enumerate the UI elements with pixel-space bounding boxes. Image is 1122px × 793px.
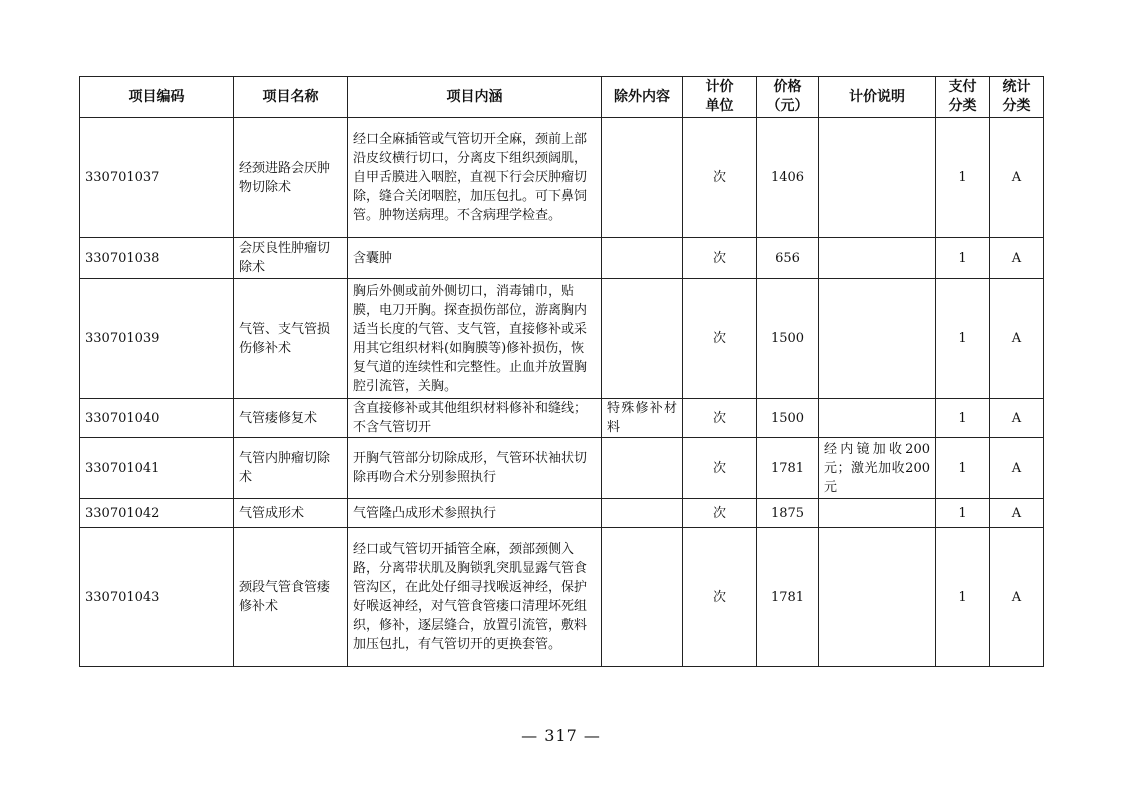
cell-payment: 1 [936,238,990,279]
header-row [80,77,1044,118]
cell-content: 胸后外侧或前外侧切口，消毒铺巾，贴膜，电刀开胸。探查损伤部位，游离胸内适当长度的气管、支气管，直接修补或采用其它组织材料(如胸膜等)修补损伤，恢复气道的连续性和完整性。止血并放置胸腔引流管，关胸。 [348,279,602,399]
cell-content: 气管隆凸成形术参照执行 [348,499,602,528]
cell-name: 气管内肿瘤切除术 [234,438,348,499]
cell-unit: 次 [683,499,757,528]
cell-code: 330701041 [80,438,234,499]
cell-statistics: A [990,118,1044,238]
table-row [80,238,1044,279]
header-statistics: 统计 分类 [990,77,1044,118]
cell-code: 330701043 [80,528,234,667]
cell-note [819,499,936,528]
cell-statistics: A [990,528,1044,667]
cell-excluded: 特殊修补材料 [602,399,683,438]
header-note: 计价说明 [819,77,936,118]
cell-unit: 次 [683,118,757,238]
cell-note [819,238,936,279]
cell-payment: 1 [936,399,990,438]
header-content: 项目内涵 [348,77,602,118]
header-name: 项目名称 [234,77,348,118]
cell-statistics: A [990,238,1044,279]
cell-code: 330701039 [80,279,234,399]
cell-price: 1781 [757,438,819,499]
cell-excluded [602,438,683,499]
cell-unit: 次 [683,528,757,667]
cell-statistics: A [990,279,1044,399]
cell-payment: 1 [936,438,990,499]
cell-statistics: A [990,499,1044,528]
cell-excluded [602,499,683,528]
header-unit: 计价 单位 [683,77,757,118]
price-table [79,76,1044,667]
table-row [80,499,1044,528]
cell-statistics: A [990,438,1044,499]
cell-code: 330701042 [80,499,234,528]
header-code: 项目编码 [80,77,234,118]
cell-name: 经颈进路会厌肿物切除术 [234,118,348,238]
header-excluded: 除外内容 [602,77,683,118]
cell-code: 330701040 [80,399,234,438]
cell-note [819,528,936,667]
cell-payment: 1 [936,118,990,238]
cell-unit: 次 [683,279,757,399]
cell-note [819,118,936,238]
cell-name: 颈段气管食管瘘修补术 [234,528,348,667]
cell-payment: 1 [936,499,990,528]
cell-content: 含囊肿 [348,238,602,279]
cell-code: 330701038 [80,238,234,279]
table-row [80,528,1044,667]
cell-note [819,279,936,399]
cell-name: 会厌良性肿瘤切除术 [234,238,348,279]
cell-code: 330701037 [80,118,234,238]
cell-name: 气管瘘修复术 [234,399,348,438]
cell-price: 656 [757,238,819,279]
cell-name: 气管、支气管损伤修补术 [234,279,348,399]
cell-unit: 次 [683,399,757,438]
header-payment: 支付 分类 [936,77,990,118]
table-row [80,438,1044,499]
table-row [80,279,1044,399]
cell-unit: 次 [683,438,757,499]
cell-excluded [602,238,683,279]
cell-note [819,399,936,438]
cell-note: 经内镜加收200元；激光加收200元 [819,438,936,499]
cell-content: 经口全麻插管或气管切开全麻，颈前上部沿皮纹横行切口，分离皮下组织颈阔肌，自甲舌膜进入咽腔，直视下行会厌肿瘤切除，缝合关闭咽腔，加压包扎。可下鼻饲管。肿物送病理。不含病理学检查。 [348,118,602,238]
cell-excluded [602,528,683,667]
cell-content: 开胸气管部分切除成形，气管环状袖状切除再吻合术分别参照执行 [348,438,602,499]
cell-price: 1781 [757,528,819,667]
cell-name: 气管成形术 [234,499,348,528]
cell-content: 含直接修补或其他组织材料修补和缝线；不含气管切开 [348,399,602,438]
cell-content: 经口或气管切开插管全麻，颈部颈侧入路，分离带状肌及胸锁乳突肌显露气管食管沟区，在此处仔细寻找喉返神经，保护好喉返神经，对气管食管瘘口清理坏死组织，修补，逐层缝合，放置引流管，敷料加压包扎，有气管切开的更换套管。 [348,528,602,667]
cell-excluded [602,118,683,238]
cell-price: 1875 [757,499,819,528]
cell-statistics: A [990,399,1044,438]
cell-price: 1500 [757,279,819,399]
cell-payment: 1 [936,528,990,667]
table-row [80,118,1044,238]
table-row [80,399,1044,438]
cell-price: 1500 [757,399,819,438]
cell-unit: 次 [683,238,757,279]
cell-excluded [602,279,683,399]
header-price: 价格 （元） [757,77,819,118]
cell-price: 1406 [757,118,819,238]
page-number: — 317 — [521,726,601,745]
cell-payment: 1 [936,279,990,399]
